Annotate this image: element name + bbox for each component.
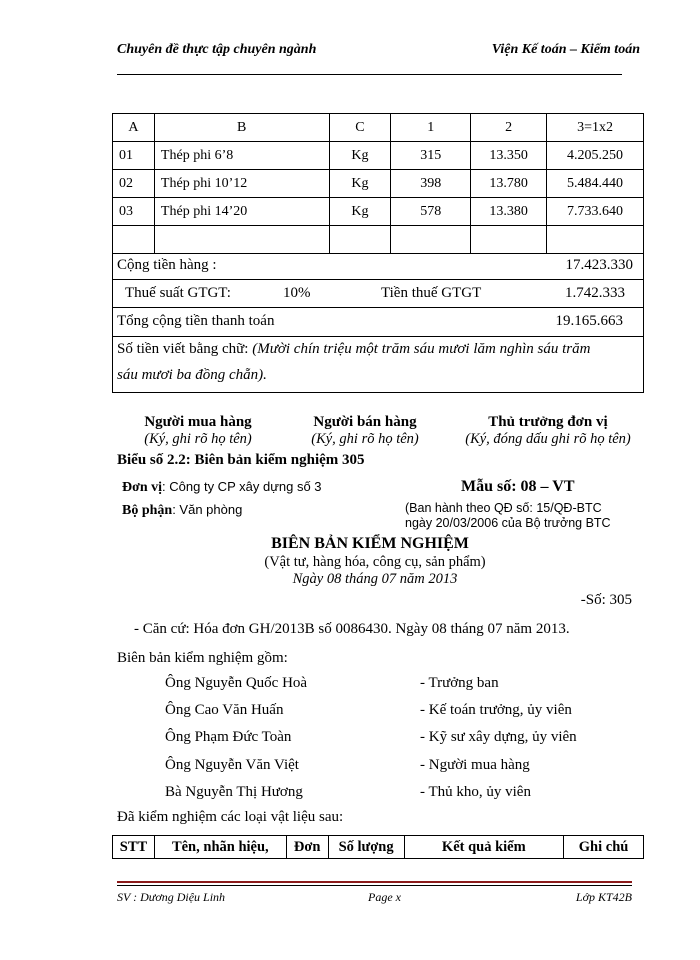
invoice-header-row — [113, 114, 644, 142]
empty-cell — [154, 226, 329, 254]
signature-title: Người mua hàng — [144, 414, 252, 430]
regulation-line-2: ngày 20/03/2006 của Bộ trưởng BTC — [405, 516, 611, 530]
vat-amount-label: Tiền thuế GTGT — [381, 285, 482, 301]
cell-unit: Kg — [329, 170, 391, 198]
col-header: Ghi chú — [564, 836, 644, 859]
signature-sub: (Ký, ghi rõ họ tên) — [311, 431, 419, 447]
cell-amount: 7.733.640 — [547, 198, 644, 226]
header-rule — [117, 74, 622, 75]
member-name: Ông Nguyễn Quốc Hoà — [165, 675, 308, 691]
col-header: B — [154, 114, 329, 142]
member-role: - Thủ kho, ủy viên — [420, 784, 531, 800]
form-number: Mẫu số: 08 – VT — [461, 478, 575, 495]
col-header: 1 — [391, 114, 471, 142]
cell-qty: 315 — [391, 142, 471, 170]
footer-right: Lớp KT42B — [575, 890, 632, 904]
col-header: C — [329, 114, 391, 142]
cell-name: Thép phi 10’12 — [154, 170, 329, 198]
cell-price: 13.780 — [471, 170, 547, 198]
inspection-header-row — [113, 836, 644, 859]
total-row — [112, 308, 644, 337]
vat-row — [112, 280, 644, 308]
col-header: 2 — [471, 114, 547, 142]
member-role: - Kế toán trưởng, ủy viên — [420, 702, 572, 718]
cell-stt: 01 — [113, 142, 155, 170]
subtotal-row — [112, 252, 644, 280]
header-right: Viện Kế toán – Kiểm toán — [491, 42, 640, 57]
member-name: Ông Cao Văn Huấn — [165, 702, 284, 718]
cell-price: 13.380 — [471, 198, 547, 226]
empty-cell — [391, 226, 471, 254]
signature-sub: (Ký, ghi rõ họ tên) — [144, 431, 252, 447]
cell-qty: 578 — [391, 198, 471, 226]
subtotal-value: 17.423.330 — [565, 257, 633, 273]
empty-cell — [471, 226, 547, 254]
dept-value: : Văn phòng — [172, 502, 243, 517]
member-name: Ông Phạm Đức Toàn — [165, 729, 292, 745]
basis-line: - Căn cứ: Hóa đơn GH/2013B số 0086430. Ngày 08 tháng 07 năm 2013. — [134, 621, 570, 637]
header-left: Chuyên đề thực tập chuyên ngành — [117, 42, 317, 57]
unit-label: Đơn vị — [122, 480, 163, 495]
col-header: Số lượng — [328, 836, 404, 859]
inspection-table — [112, 835, 644, 859]
signature-title: Thủ trưởng đơn vị — [488, 414, 608, 430]
signature-sub: (Ký, đóng dấu ghi rõ họ tên) — [465, 431, 631, 447]
unit-value: : Công ty CP xây dựng số 3 — [162, 479, 322, 494]
cell-price: 13.350 — [471, 142, 547, 170]
empty-cell — [113, 226, 155, 254]
footer-left: SV : Dương Diệu Linh — [117, 890, 226, 904]
table-row — [113, 170, 644, 198]
col-header: Tên, nhãn hiệu, — [154, 836, 286, 859]
dept-line — [122, 502, 242, 519]
total-label: Tổng cộng tiền thanh toán — [117, 313, 275, 329]
footer-rule-top — [117, 881, 632, 883]
inspected-intro: Đã kiểm nghiệm các loại vật liệu sau: — [117, 809, 344, 825]
col-header: 3=1x2 — [547, 114, 644, 142]
cell-stt: 02 — [113, 170, 155, 198]
vat-amount: 1.742.333 — [565, 285, 625, 301]
member-role: - Người mua hàng — [420, 757, 530, 773]
signature-buyer — [103, 414, 293, 448]
vat-rate: 10% — [283, 285, 311, 301]
cell-unit: Kg — [329, 198, 391, 226]
committee-intro: Biên bản kiểm nghiệm gồm: — [117, 650, 288, 666]
cell-amount: 4.205.250 — [547, 142, 644, 170]
doc-number: -Số: 305 — [580, 592, 632, 608]
dept-label: Bộ phận — [122, 503, 173, 518]
empty-cell — [329, 226, 391, 254]
amount-in-words-row — [112, 337, 644, 393]
cell-name: Thép phi 14’20 — [154, 198, 329, 226]
signature-title: Người bán hàng — [313, 414, 417, 430]
signature-head — [448, 414, 648, 448]
doc-date: Ngày 08 tháng 07 năm 2013 — [292, 571, 458, 587]
cell-qty: 398 — [391, 170, 471, 198]
cell-unit: Kg — [329, 142, 391, 170]
subtotal-label: Cộng tiền hàng : — [117, 257, 217, 273]
footer-rule-bottom — [117, 885, 632, 886]
vat-label: Thuế suất GTGT: — [125, 285, 231, 301]
col-header: STT — [113, 836, 155, 859]
total-value: 19.165.663 — [555, 313, 623, 329]
figure-caption: Biểu số 2.2: Biên bản kiểm nghiệm 305 — [117, 452, 365, 468]
cell-amount: 5.484.440 — [547, 170, 644, 198]
member-role: - Trưởng ban — [420, 675, 499, 691]
cell-stt: 03 — [113, 198, 155, 226]
col-header: Kết quả kiểm — [404, 836, 564, 859]
doc-subtitle: (Vật tư, hàng hóa, công cụ, sản phẩm) — [264, 554, 486, 570]
table-row — [113, 198, 644, 226]
col-header: A — [113, 114, 155, 142]
unit-line — [122, 479, 322, 496]
table-row-empty — [113, 226, 644, 254]
words-value-2: sáu mươi ba đồng chẵn). — [117, 367, 267, 383]
member-name: Ông Nguyễn Văn Việt — [165, 757, 299, 773]
member-role: - Kỹ sư xây dựng, ủy viên — [420, 729, 577, 745]
col-header: Đơn — [286, 836, 328, 859]
table-row — [113, 142, 644, 170]
invoice-table — [112, 113, 644, 254]
footer-center: Page x — [368, 890, 401, 904]
regulation-line-1: (Ban hành theo QĐ số: 15/QĐ-BTC — [405, 501, 602, 515]
cell-name: Thép phi 6’8 — [154, 142, 329, 170]
words-value-1: (Mười chín triệu một trăm sáu mươi lăm nghìn sáu trăm — [248, 341, 591, 357]
doc-title: BIÊN BẢN KIỂM NGHIỆM — [271, 535, 469, 552]
signature-seller — [270, 414, 460, 448]
member-name: Bà Nguyễn Thị Hương — [165, 784, 303, 800]
empty-cell — [547, 226, 644, 254]
words-label: Số tiền viết bằng chữ: — [117, 341, 249, 357]
